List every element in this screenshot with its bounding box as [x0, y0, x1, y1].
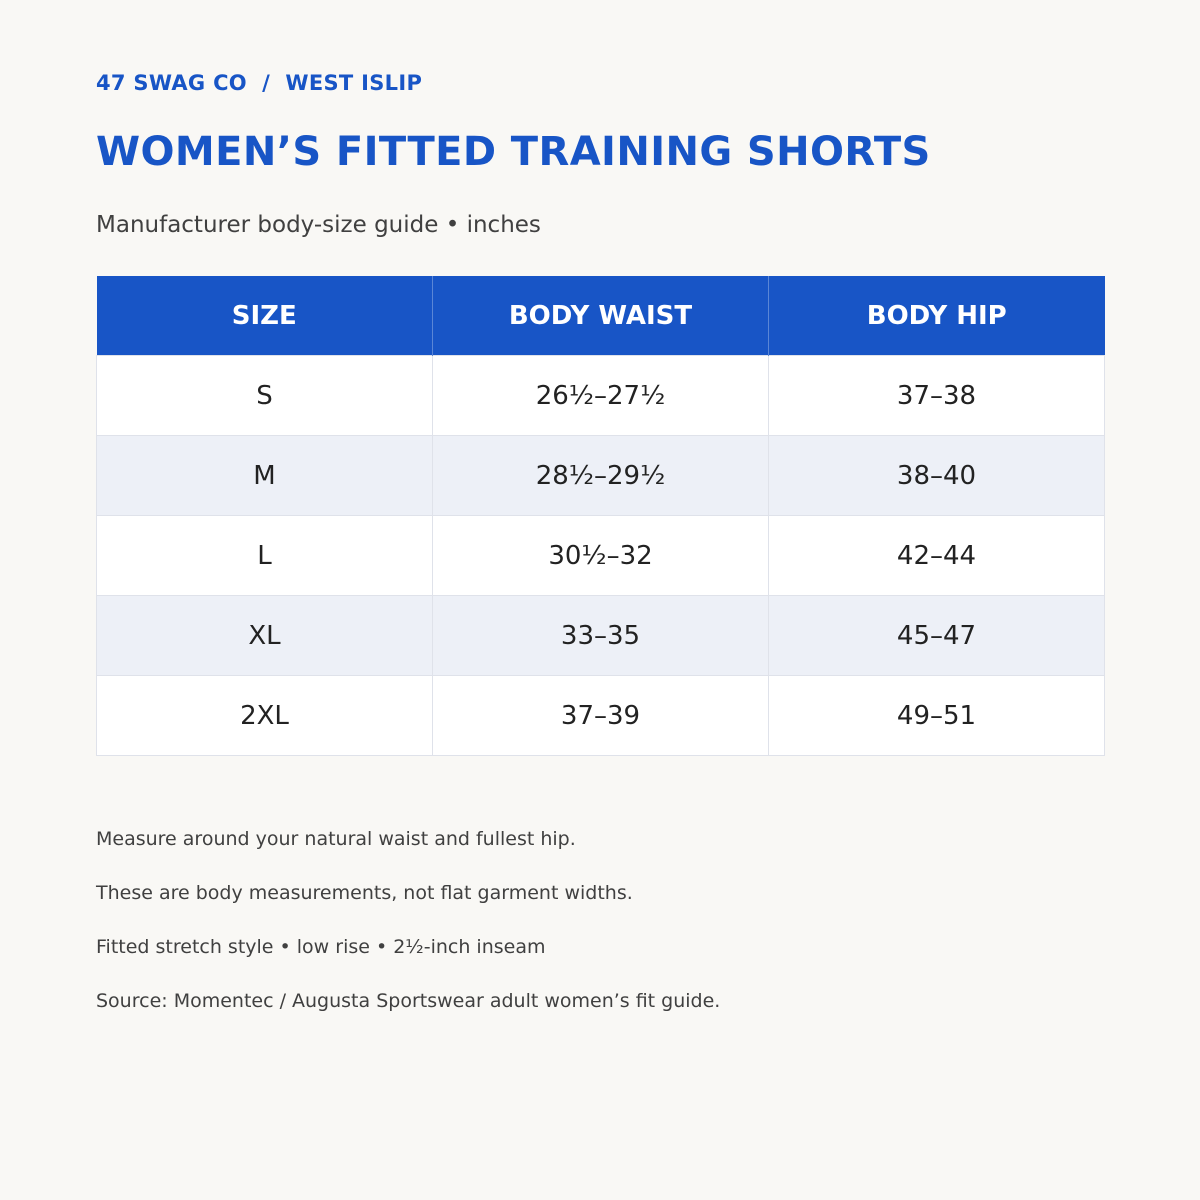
page-title: WOMEN’S FITTED TRAINING SHORTS [96, 129, 931, 175]
size-cell: 2XL [97, 676, 433, 756]
size-chart-table [96, 276, 1105, 756]
size-cell: M [97, 436, 433, 516]
waist-cell: 33–35 [433, 596, 769, 676]
page-subtitle: Manufacturer body-size guide • inches [96, 212, 541, 238]
brand-breadcrumb: 47 SWAG CO / WEST ISLIP [96, 71, 423, 95]
hip-cell: 38–40 [769, 436, 1105, 516]
waist-cell: 30½–32 [433, 516, 769, 596]
column-header-body-hip: BODY HIP [769, 276, 1105, 356]
note-body-measurements: These are body measurements, not flat garment widths. [96, 882, 633, 904]
table-row [97, 436, 1105, 516]
table-row [97, 596, 1105, 676]
note-source: Source: Momentec / Augusta Sportswear adult women’s fit guide. [96, 990, 721, 1012]
table-row [97, 676, 1105, 756]
note-measure-instructions: Measure around your natural waist and fullest hip. [96, 828, 576, 850]
table-row [97, 356, 1105, 436]
waist-cell: 26½–27½ [433, 356, 769, 436]
size-cell: S [97, 356, 433, 436]
note-style-details: Fitted stretch style • low rise • 2½-inch inseam [96, 936, 546, 958]
column-header-body-waist: BODY WAIST [433, 276, 769, 356]
waist-cell: 28½–29½ [433, 436, 769, 516]
size-cell: L [97, 516, 433, 596]
hip-cell: 45–47 [769, 596, 1105, 676]
hip-cell: 37–38 [769, 356, 1105, 436]
table-header-row [97, 276, 1105, 356]
hip-cell: 49–51 [769, 676, 1105, 756]
hip-cell: 42–44 [769, 516, 1105, 596]
waist-cell: 37–39 [433, 676, 769, 756]
size-cell: XL [97, 596, 433, 676]
column-header-size: SIZE [97, 276, 433, 356]
fit-notes [96, 826, 720, 1042]
table-row [97, 516, 1105, 596]
